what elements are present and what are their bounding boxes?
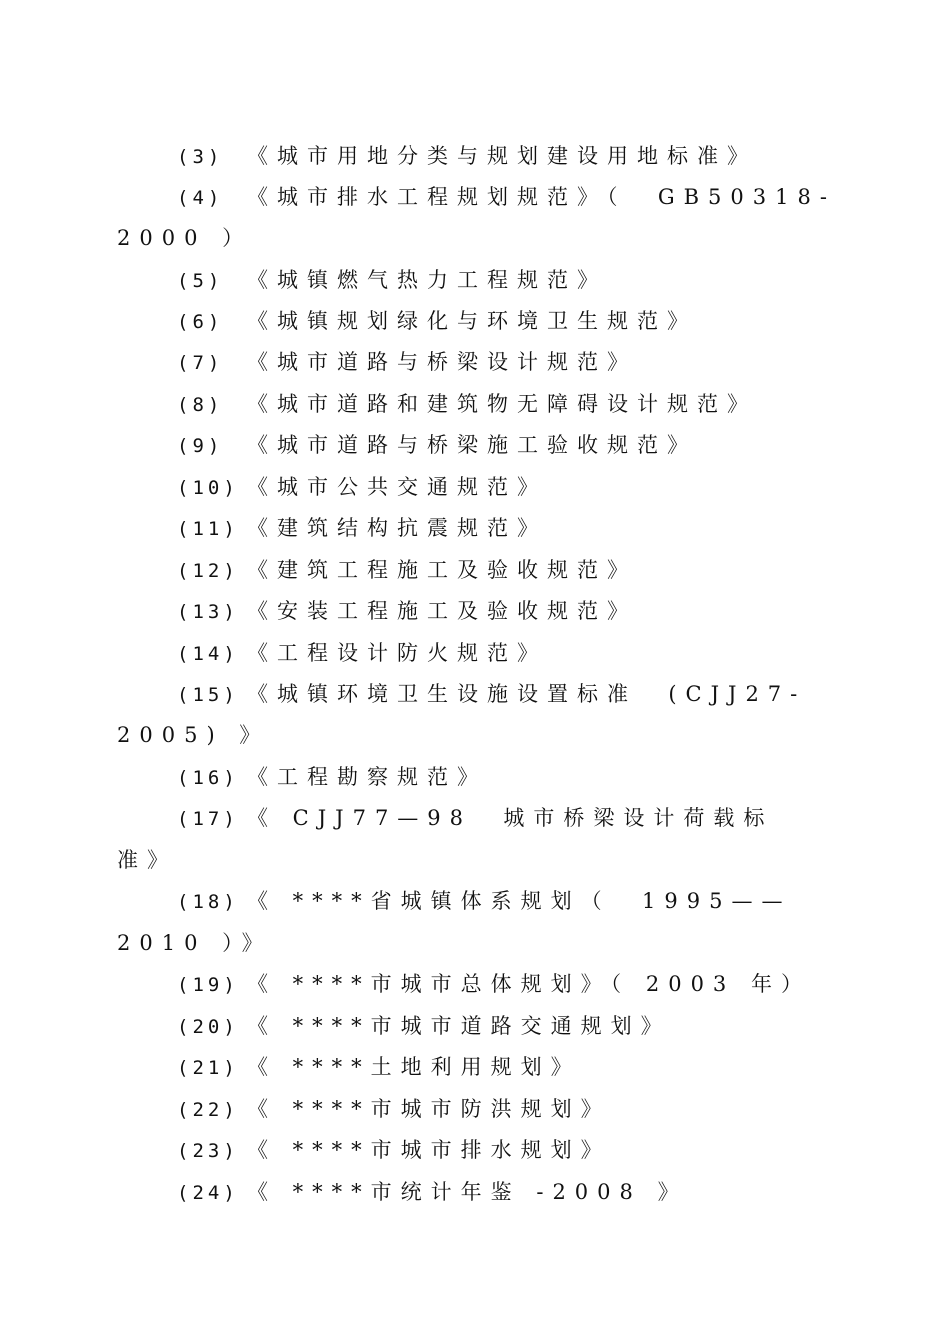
item-number: (18) [177,891,239,913]
list-item [177,348,637,377]
item-text: 《 ****土地利用规划》 [247,1055,581,1079]
item-number: (14) [177,643,239,665]
item-number: (13) [177,601,239,623]
item-number: (21) [177,1057,239,1079]
list-item [177,1053,581,1082]
list-item [177,556,637,585]
item-number: (6) [177,311,224,333]
item-number: (7) [177,352,224,374]
item-text: 《城镇环境卫生设施设置标准 (CJJ27- [247,682,807,706]
item-text: 《城市道路与桥梁设计规范》 [247,350,637,374]
item-text: 《 CJJ77—98 城市桥梁设计荷载标 [247,806,774,830]
item-text: 《安装工程施工及验收规范》 [247,599,637,623]
list-item [177,307,697,336]
list-item [177,1012,671,1041]
list-item [177,266,607,295]
item-text: 2000 ） [117,226,253,250]
item-text: 《 ****市城市排水规划》 [247,1138,611,1162]
item-text: 《 ****市城市道路交通规划》 [247,1014,671,1038]
list-item [177,473,547,502]
item-text: 《城市排水工程规划规范》（ GB50318- [247,185,836,209]
list-item [177,887,791,916]
list-item [177,431,697,460]
item-text: 2010 ）》 [117,931,272,955]
item-text: 《城镇规划绿化与环境卫生规范》 [247,309,697,333]
list-item [177,639,547,668]
item-text: 《 ****市城市防洪规划》 [247,1097,611,1121]
list-item [177,142,757,171]
list-item [177,514,547,543]
item-text: 《城市公共交通规范》 [247,475,547,499]
item-text: 《城市道路与桥梁施工验收规范》 [247,433,697,457]
item-text: 《建筑结构抗震规范》 [247,516,547,540]
item-number: (4) [177,187,224,209]
item-number: (5) [177,270,224,292]
item-text: 2005) 》 [117,723,270,747]
list-item [177,183,836,212]
list-item [177,804,773,833]
list-item-continuation [117,846,177,874]
item-text: 《城市用地分类与规划建设用地标准》 [247,144,757,168]
item-text: 《工程设计防火规范》 [247,641,547,665]
item-number: (24) [177,1182,239,1204]
item-number: (22) [177,1099,239,1121]
item-text: 《工程勘察规范》 [247,765,487,789]
item-number: (16) [177,767,239,789]
item-text: 《 ****市统计年鉴 -2008 》 [247,1180,688,1204]
list-item [177,1178,688,1207]
item-number: (15) [177,684,239,706]
item-number: (3) [177,146,224,168]
item-number: (19) [177,974,239,996]
item-number: (8) [177,394,224,416]
item-number: (10) [177,477,239,499]
list-item [177,597,637,626]
item-number: (9) [177,435,224,457]
list-item-continuation [117,929,272,957]
item-number: (12) [177,560,239,582]
item-text: 《 ****市城市总体规划》（ 2003 年） [247,972,811,996]
item-text: 《 ****省城镇体系规划（ 1995—— [247,889,792,913]
list-item [177,763,487,792]
list-item [177,1136,611,1165]
list-item-continuation [117,224,252,252]
item-number: (23) [177,1140,239,1162]
item-number: (20) [177,1016,239,1038]
item-text: 《建筑工程施工及验收规范》 [247,558,637,582]
item-number: (11) [177,518,239,540]
item-text: 《城市道路和建筑物无障碍设计规范》 [247,392,757,416]
item-text: 《城镇燃气热力工程规范》 [247,268,607,292]
list-item [177,1095,611,1124]
item-text: 准》 [117,848,177,872]
item-number: (17) [177,808,239,830]
list-item [177,970,811,999]
list-item [177,680,806,709]
list-item [177,390,757,419]
list-item-continuation [117,721,269,749]
